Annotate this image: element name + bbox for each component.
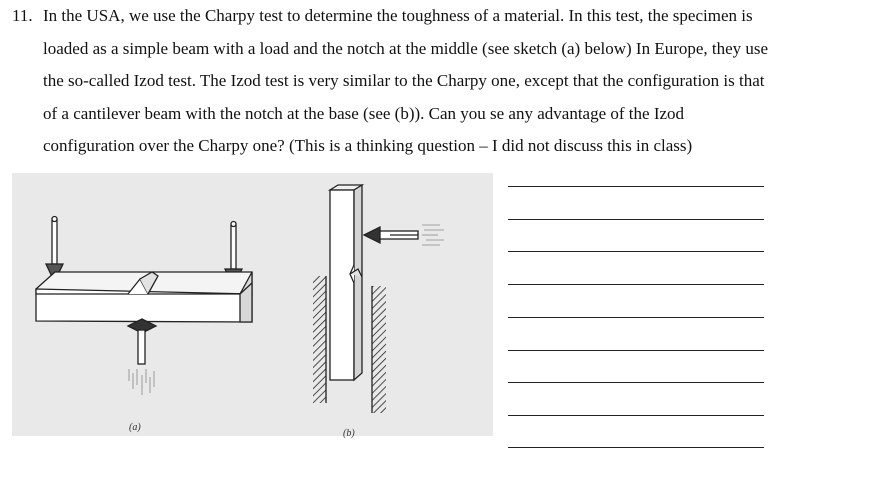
answer-line[interactable] [508,317,764,318]
answer-line[interactable] [508,415,764,416]
answer-line[interactable] [508,382,764,383]
answer-line[interactable] [508,447,764,448]
question-line-4: of a cantilever beam with the notch at the base (see (b)). Can you se any advantage of the Izod [43,103,685,123]
izod-sketch [313,185,444,413]
question-line-2: loaded as a simple beam with a load and the notch at the middle (see sketch (a) below) In Europe, they use [43,38,769,58]
answer-line[interactable] [508,350,764,351]
question-text [12,0,862,163]
answer-line[interactable] [508,251,764,252]
charpy-sketch [36,217,252,396]
sketch-drawing [12,173,493,436]
answer-line[interactable] [508,284,764,285]
question-line-5: configuration over the Charpy one? (This is a thinking question – I did not discuss this in class) [43,136,693,156]
caption-b: (b) [343,428,355,439]
question-line-1: 11. In the USA, we use the Charpy test to determine the toughness of a material. In this test, the specimen is [12,0,862,33]
test-sketch-figure [12,173,493,439]
question-number: 11. [12,6,33,25]
caption-a: (a) [129,422,141,433]
question-line-3: the so-called Izod test. The Izod test is very similar to the Charpy one, except that the configuration is that [43,71,765,91]
answer-line[interactable] [508,219,764,220]
answer-line[interactable] [508,186,764,187]
